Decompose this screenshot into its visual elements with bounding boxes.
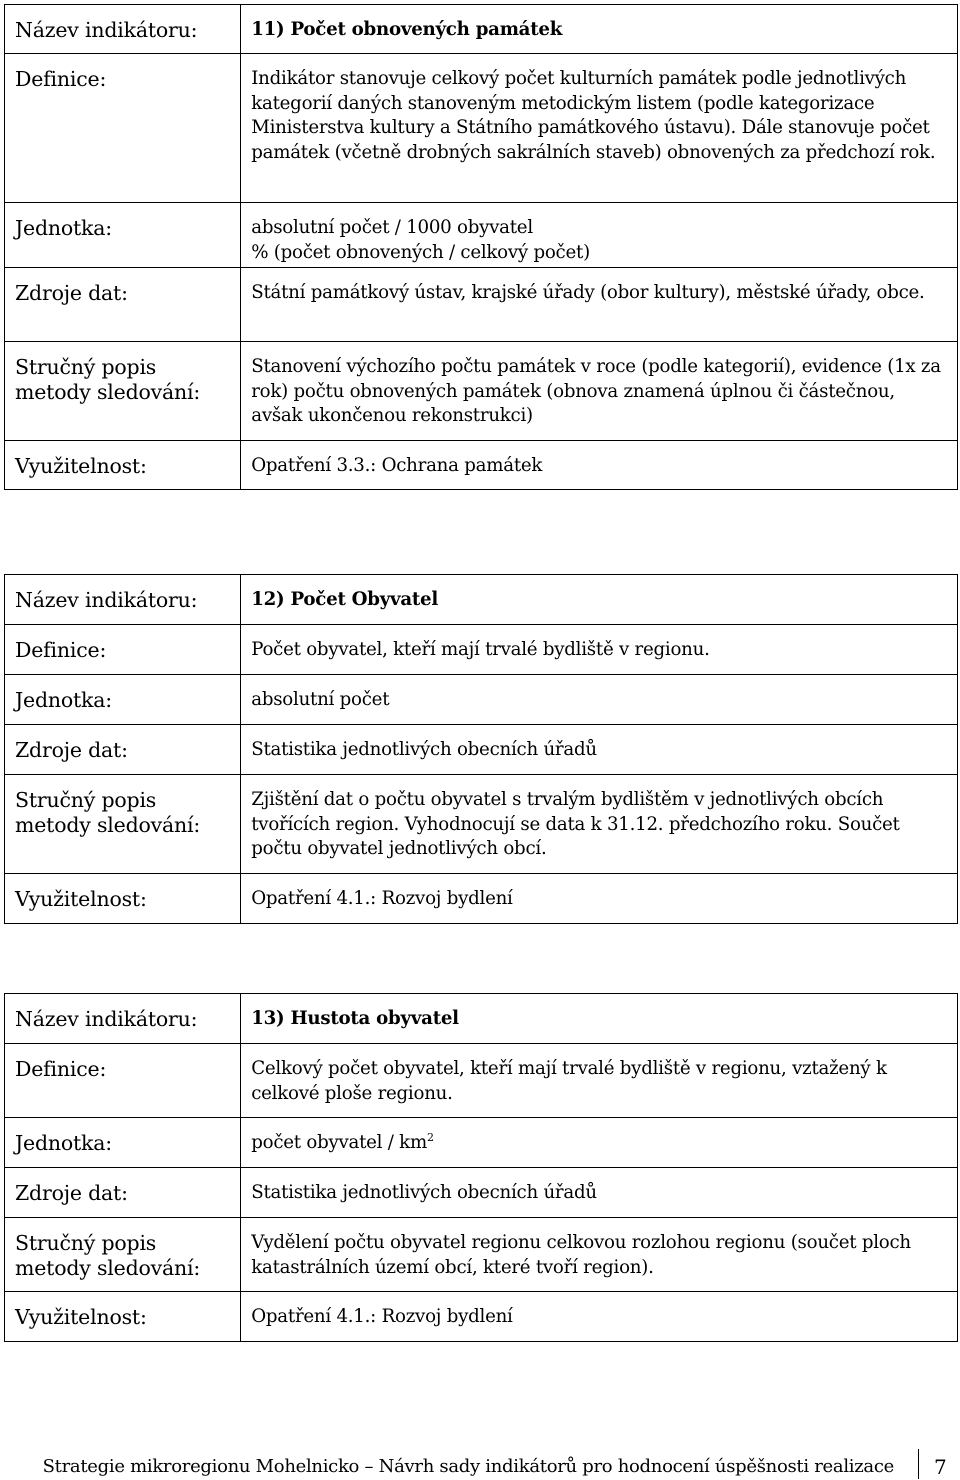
definition-text: Indikátor stanovuje celkový počet kulturních památek podle jednotlivých kategorií daných stanoveným metodickým listem (podle kategorizace Ministerstva kultury a Státního památkového ústavu). Dále stanovuje počet památek (včetně drobných sakrálních staveb) obnovených za předchozí rok. xyxy=(241,54,958,203)
label-method xyxy=(5,775,241,874)
label-unit: Jednotka: xyxy=(5,675,241,725)
page-number: 7 xyxy=(934,1455,947,1479)
method-text: Zjištění dat o počtu obyvatel s trvalým bydlištěm v jednotlivých obcích tvořících region. Vyhodnocují se data k 31.12. předchozího roku. Součet počtu obyvatel jednotlivých obcí. xyxy=(241,775,958,874)
unit-text xyxy=(241,1118,958,1168)
label-unit: Jednotka: xyxy=(5,1118,241,1168)
footer-divider xyxy=(918,1449,919,1479)
label-usability: Využitelnost: xyxy=(5,441,241,490)
row-method xyxy=(5,775,958,874)
label-definition: Definice: xyxy=(5,54,241,203)
unit-text xyxy=(241,203,958,268)
unit-superscript: 2 xyxy=(426,1131,434,1144)
label-name: Název indikátoru: xyxy=(5,5,241,54)
sources-text: Statistika jednotlivých obecních úřadů xyxy=(241,725,958,775)
indicator-title: 13) Hustota obyvatel xyxy=(241,994,958,1044)
row-name xyxy=(5,575,958,625)
row-sources xyxy=(5,1168,958,1218)
unit-base: počet obyvatel / km xyxy=(251,1132,427,1153)
label-method-line-2: metody sledování: xyxy=(15,379,201,404)
definition-text: Celkový počet obyvatel, kteří mají trvalé bydliště v regionu, vztažený k celkové ploše regionu. xyxy=(241,1044,958,1118)
usability-text: Opatření 3.3.: Ochrana památek xyxy=(241,441,958,490)
row-method xyxy=(5,1218,958,1292)
indicator-title: 12) Počet Obyvatel xyxy=(241,575,958,625)
indicator-title: 11) Počet obnovených památek xyxy=(241,5,958,54)
label-method-line-1: Stručný popis xyxy=(15,1231,157,1255)
row-name xyxy=(5,5,958,54)
row-usability xyxy=(5,1292,958,1342)
label-sources: Zdroje dat: xyxy=(5,1168,241,1218)
row-sources xyxy=(5,268,958,342)
row-unit xyxy=(5,675,958,725)
sources-text: Statistika jednotlivých obecních úřadů xyxy=(241,1168,958,1218)
definition-text: Počet obyvatel, kteří mají trvalé bydliště v regionu. xyxy=(241,625,958,675)
page-footer xyxy=(0,1455,960,1479)
label-method xyxy=(5,342,241,441)
indicator-table-11 xyxy=(4,4,958,490)
row-usability xyxy=(5,874,958,924)
label-usability: Využitelnost: xyxy=(5,1292,241,1342)
label-definition: Definice: xyxy=(5,625,241,675)
row-definition xyxy=(5,1044,958,1118)
footer-text: Strategie mikroregionu Mohelnicko – Návrh sady indikátorů pro hodnocení úspěšnosti realizace xyxy=(42,1456,894,1477)
label-method-line-2: metody sledování: xyxy=(15,1255,201,1280)
label-usability: Využitelnost: xyxy=(5,874,241,924)
indicator-table-12 xyxy=(4,574,958,924)
method-text: Stanovení výchozího počtu památek v roce (podle kategorií), evidence (1x za rok) počtu obnovených památek (obnova znamená úplnou či částečnou, avšak ukončenou rekonstrukci) xyxy=(241,342,958,441)
usability-text: Opatření 4.1.: Rozvoj bydlení xyxy=(241,1292,958,1342)
row-usability xyxy=(5,441,958,490)
label-unit: Jednotka: xyxy=(5,203,241,268)
label-method-line-1: Stručný popis xyxy=(15,355,157,380)
row-definition xyxy=(5,625,958,675)
label-method-line-2: metody sledování: xyxy=(15,812,201,837)
row-name xyxy=(5,994,958,1044)
row-sources xyxy=(5,725,958,775)
label-sources: Zdroje dat: xyxy=(5,268,241,342)
indicator-table-13 xyxy=(4,993,958,1342)
row-definition xyxy=(5,54,958,203)
label-method xyxy=(5,1218,241,1292)
usability-text: Opatření 4.1.: Rozvoj bydlení xyxy=(241,874,958,924)
method-text: Vydělení počtu obyvatel regionu celkovou rozlohou regionu (součet ploch katastrálních území obcí, které tvoří region). xyxy=(241,1218,958,1292)
unit-line-2: % (počet obnovených / celkový počet) xyxy=(251,241,590,263)
label-name: Název indikátoru: xyxy=(5,575,241,625)
unit-text: absolutní počet xyxy=(241,675,958,725)
row-unit xyxy=(5,1118,958,1168)
label-sources: Zdroje dat: xyxy=(5,725,241,775)
label-name: Název indikátoru: xyxy=(5,994,241,1044)
label-method-line-1: Stručný popis xyxy=(15,788,157,812)
unit-line-1: absolutní počet / 1000 obyvatel xyxy=(251,217,533,238)
label-definition: Definice: xyxy=(5,1044,241,1118)
row-method xyxy=(5,342,958,441)
row-unit xyxy=(5,203,958,268)
sources-text: Státní památkový ústav, krajské úřady (obor kultury), městské úřady, obce. xyxy=(241,268,958,342)
